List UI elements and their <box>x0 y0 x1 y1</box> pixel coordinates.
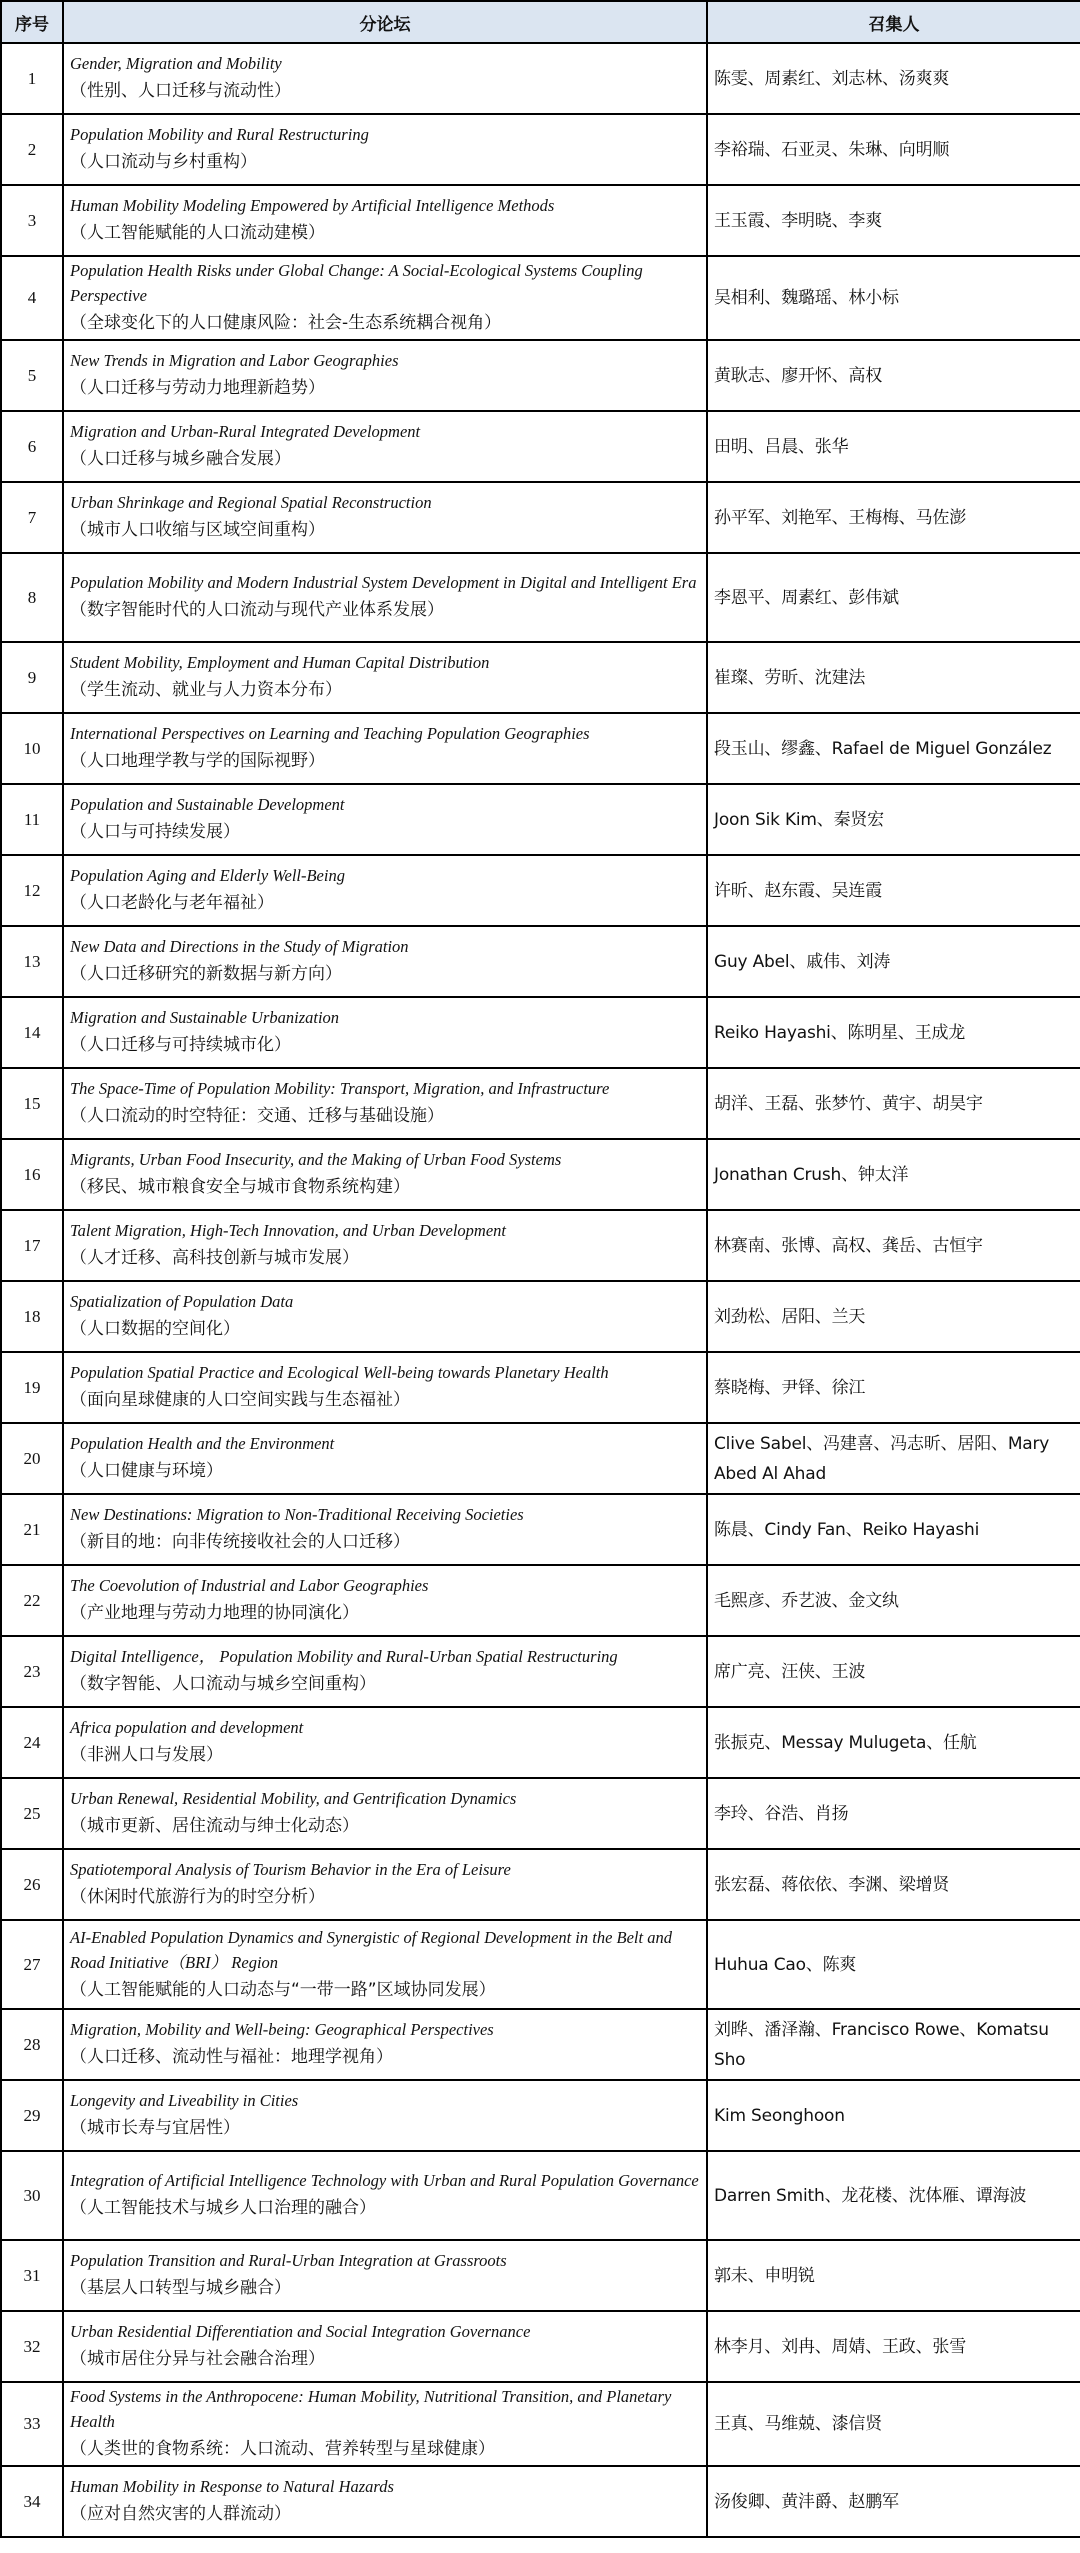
forum-title-zh: （数字智能、人口流动与城乡空间重构） <box>70 1674 376 1694</box>
conveners-cell: 李恩平、周素红、彭伟斌 <box>707 553 1080 642</box>
forum-title-zh: （人工智能赋能的人口动态与“一带一路”区域协同发展） <box>70 1979 496 2000</box>
forum-title-zh: （人口与可持续发展） <box>70 822 240 842</box>
forum-cell <box>63 185 707 256</box>
row-number: 3 <box>1 185 63 256</box>
conveners-cell: 席广亮、汪侠、王波 <box>707 1636 1080 1707</box>
table-row <box>1 2311 1080 2382</box>
conveners-cell: 田明、吕晨、张华 <box>707 411 1080 482</box>
forum-cell <box>63 1352 707 1423</box>
forum-title-zh: （非洲人口与发展） <box>70 1745 223 1765</box>
forum-title-en: Human Mobility in Response to Natural Hazards <box>70 2477 394 2496</box>
forum-cell <box>63 2240 707 2311</box>
forum-title-en: AI-Enabled Population Dynamics and Synergistic of Regional Development in the Belt and Road Initiative（BRI） Region <box>70 1927 672 1972</box>
table-row <box>1 1423 1080 1494</box>
forum-cell <box>63 1281 707 1352</box>
row-number: 33 <box>1 2382 63 2466</box>
forum-cell <box>63 114 707 185</box>
forum-cell <box>63 926 707 997</box>
forum-title-en: Urban Shrinkage and Regional Spatial Reconstruction <box>70 493 432 512</box>
table-row <box>1 2009 1080 2080</box>
conveners-cell: 崔璨、劳昕、沈建法 <box>707 642 1080 713</box>
forum-title-en: Population Transition and Rural-Urban Integration at Grassroots <box>70 2251 507 2270</box>
forum-title-zh: （人口地理学教与学的国际视野） <box>70 751 325 771</box>
forum-title-en: New Trends in Migration and Labor Geographies <box>70 351 399 370</box>
row-number: 18 <box>1 1281 63 1352</box>
forum-title-en: Migration, Mobility and Well-being: Geographical Perspectives <box>70 2020 494 2039</box>
forum-cell <box>63 2466 707 2537</box>
row-number: 22 <box>1 1565 63 1636</box>
forum-cell <box>63 2151 707 2240</box>
row-number: 2 <box>1 114 63 185</box>
table-row <box>1 642 1080 713</box>
forum-title-zh: （性别、人口迁移与流动性） <box>70 81 291 101</box>
row-number: 4 <box>1 256 63 340</box>
table-row <box>1 1352 1080 1423</box>
row-number: 14 <box>1 997 63 1068</box>
forum-title-zh: （数字智能时代的人口流动与现代产业体系发展） <box>70 600 444 620</box>
table-row <box>1 1068 1080 1139</box>
row-number: 20 <box>1 1423 63 1494</box>
conveners-cell: 郭未、申明锐 <box>707 2240 1080 2311</box>
forum-title-en: Student Mobility, Employment and Human Capital Distribution <box>70 653 490 672</box>
forum-title-en: Population Health and the Environment <box>70 1434 335 1453</box>
forum-cell <box>63 1778 707 1849</box>
table-row <box>1 1920 1080 2009</box>
row-number: 28 <box>1 2009 63 2080</box>
conveners-cell: Guy Abel、戚伟、刘涛 <box>707 926 1080 997</box>
row-number: 25 <box>1 1778 63 1849</box>
forum-title-zh: （城市人口收缩与区域空间重构） <box>70 520 325 540</box>
forum-title-zh: （休闲时代旅游行为的时空分析） <box>70 1887 325 1907</box>
row-number: 30 <box>1 2151 63 2240</box>
table-row <box>1 926 1080 997</box>
header-conveners: 召集人 <box>707 1 1080 43</box>
forum-title-en: Population Mobility and Rural Restructuring <box>70 125 369 144</box>
forum-title-en: Digital Intelligence， Population Mobility and Rural-Urban Spatial Restructuring <box>70 1647 618 1666</box>
conveners-cell: 孙平军、刘艳军、王梅梅、马佐澎 <box>707 482 1080 553</box>
forum-title-en: Talent Migration, High-Tech Innovation, and Urban Development <box>70 1221 506 1240</box>
table-row <box>1 43 1080 114</box>
table-row <box>1 1849 1080 1920</box>
forum-title-zh: （全球变化下的人口健康风险：社会-生态系统耦合视角） <box>70 313 502 333</box>
header-forum: 分论坛 <box>63 1 707 43</box>
table-row <box>1 1565 1080 1636</box>
conveners-cell: 蔡晓梅、尹铎、徐江 <box>707 1352 1080 1423</box>
conveners-cell: 王玉霞、李明晓、李爽 <box>707 185 1080 256</box>
table-row <box>1 1636 1080 1707</box>
forum-title-en: Gender, Migration and Mobility <box>70 54 282 73</box>
forum-title-zh: （人口迁移研究的新数据与新方向） <box>70 964 342 984</box>
forum-cell <box>63 553 707 642</box>
conveners-cell: 刘晔、潘泽瀚、Francisco Rowe、Komatsu Sho <box>707 2009 1080 2080</box>
forum-title-en: Population Spatial Practice and Ecological Well-being towards Planetary Health <box>70 1363 609 1382</box>
header-row <box>1 1 1080 43</box>
row-number: 32 <box>1 2311 63 2382</box>
row-number: 16 <box>1 1139 63 1210</box>
forum-title-zh: （学生流动、就业与人力资本分布） <box>70 680 342 700</box>
row-number: 10 <box>1 713 63 784</box>
forum-title-en: Longevity and Liveability in Cities <box>70 2091 299 2110</box>
forum-title-zh: （新目的地：向非传统接收社会的人口迁移） <box>70 1532 410 1552</box>
conveners-cell: 汤俊卿、黄沣爵、赵鹏军 <box>707 2466 1080 2537</box>
forum-cell <box>63 2382 707 2466</box>
forum-title-zh: （城市居住分异与社会融合治理） <box>70 2349 325 2369</box>
row-number: 24 <box>1 1707 63 1778</box>
forum-title-zh: （人口迁移与劳动力地理新趋势） <box>70 378 325 398</box>
row-number: 29 <box>1 2080 63 2151</box>
table-row <box>1 553 1080 642</box>
forum-title-zh: （移民、城市粮食安全与城市食物系统构建） <box>70 1177 410 1197</box>
table-row <box>1 2466 1080 2537</box>
row-number: 27 <box>1 1920 63 2009</box>
forum-cell <box>63 256 707 340</box>
forum-title-zh: （应对自然灾害的人群流动） <box>70 2504 291 2524</box>
forum-title-zh: （人口健康与环境） <box>70 1461 223 1481</box>
table-row <box>1 1778 1080 1849</box>
forum-title-zh: （产业地理与劳动力地理的协同演化） <box>70 1603 359 1623</box>
forum-cell <box>63 411 707 482</box>
forum-title-en: Urban Renewal, Residential Mobility, and Gentrification Dynamics <box>70 1789 517 1808</box>
forum-title-en: Food Systems in the Anthropocene: Human Mobility, Nutritional Transition, and Planetary Health <box>70 2387 672 2431</box>
row-number: 8 <box>1 553 63 642</box>
row-number: 31 <box>1 2240 63 2311</box>
table-row <box>1 784 1080 855</box>
forum-cell <box>63 482 707 553</box>
forum-title-en: Population and Sustainable Development <box>70 795 345 814</box>
row-number: 21 <box>1 1494 63 1565</box>
forum-cell <box>63 642 707 713</box>
table-row <box>1 1281 1080 1352</box>
forum-title-en: International Perspectives on Learning and Teaching Population Geographies <box>70 724 590 743</box>
row-number: 23 <box>1 1636 63 1707</box>
table-row <box>1 2240 1080 2311</box>
forum-title-zh: （人口流动与乡村重构） <box>70 152 257 172</box>
forum-cell <box>63 1494 707 1565</box>
row-number: 5 <box>1 340 63 411</box>
table-row <box>1 713 1080 784</box>
table-row <box>1 340 1080 411</box>
row-number: 15 <box>1 1068 63 1139</box>
forum-title-en: The Coevolution of Industrial and Labor Geographies <box>70 1576 429 1595</box>
conveners-cell: 段玉山、缪鑫、Rafael de Miguel González <box>707 713 1080 784</box>
forum-cell <box>63 340 707 411</box>
table-body <box>1 43 1080 2537</box>
forum-title-en: Spatiotemporal Analysis of Tourism Behavior in the Era of Leisure <box>70 1860 511 1879</box>
forum-title-zh: （人口迁移、流动性与福祉：地理学视角） <box>70 2047 393 2067</box>
table-row <box>1 114 1080 185</box>
forum-title-en: Human Mobility Modeling Empowered by Artificial Intelligence Methods <box>70 196 555 215</box>
row-number: 11 <box>1 784 63 855</box>
conveners-cell: 林赛南、张博、高权、龚岳、古恒宇 <box>707 1210 1080 1281</box>
forum-title-en: Migrants, Urban Food Insecurity, and the Making of Urban Food Systems <box>70 1150 562 1169</box>
forum-cell <box>63 1139 707 1210</box>
row-number: 12 <box>1 855 63 926</box>
conveners-cell: 吴相利、魏璐瑶、林小标 <box>707 256 1080 340</box>
conveners-cell: 胡洋、王磊、张梦竹、黄宇、胡昊宇 <box>707 1068 1080 1139</box>
forum-title-zh: （人口老龄化与老年福祉） <box>70 893 274 913</box>
forum-cell <box>63 784 707 855</box>
forum-title-zh: （人才迁移、高科技创新与城市发展） <box>70 1248 359 1268</box>
table-row <box>1 1707 1080 1778</box>
forum-title-zh: （人口迁移与城乡融合发展） <box>70 449 291 469</box>
conveners-cell: Darren Smith、龙花楼、沈体雁、谭海波 <box>707 2151 1080 2240</box>
forum-title-zh: （基层人口转型与城乡融合） <box>70 2278 291 2298</box>
conveners-cell: 毛熙彦、乔艺波、金文纨 <box>707 1565 1080 1636</box>
row-number: 34 <box>1 2466 63 2537</box>
table-row <box>1 1494 1080 1565</box>
table-row <box>1 411 1080 482</box>
conveners-cell: 张振克、Messay Mulugeta、任航 <box>707 1707 1080 1778</box>
conveners-cell: 刘劲松、居阳、兰天 <box>707 1281 1080 1352</box>
forum-title-en: Migration and Sustainable Urbanization <box>70 1008 340 1027</box>
forum-title-en: The Space-Time of Population Mobility: Transport, Migration, and Infrastructure <box>70 1079 610 1098</box>
forum-title-zh: （人工智能赋能的人口流动建模） <box>70 223 325 243</box>
forum-title-en: New Data and Directions in the Study of Migration <box>70 937 409 956</box>
conveners-cell: 林李月、刘冉、周婧、王政、张雪 <box>707 2311 1080 2382</box>
table-row <box>1 1210 1080 1281</box>
table-row <box>1 185 1080 256</box>
forum-title-en: Migration and Urban-Rural Integrated Development <box>70 422 421 441</box>
row-number: 6 <box>1 411 63 482</box>
table-row <box>1 2080 1080 2151</box>
forum-title-en: Africa population and development <box>70 1718 304 1737</box>
forum-title-en: Population Health Risks under Global Change: A Social-Ecological Systems Coupling Perspective <box>70 261 643 305</box>
forum-cell <box>63 1210 707 1281</box>
conveners-cell: Huhua Cao、陈爽 <box>707 1920 1080 2009</box>
forum-title-en: New Destinations: Migration to Non-Traditional Receiving Societies <box>70 1505 524 1524</box>
forum-cell <box>63 1707 707 1778</box>
forum-cell <box>63 713 707 784</box>
row-number: 1 <box>1 43 63 114</box>
conveners-cell: Joon Sik Kim、秦贤宏 <box>707 784 1080 855</box>
table-row <box>1 997 1080 1068</box>
row-number: 26 <box>1 1849 63 1920</box>
conveners-cell: 陈雯、周素红、刘志林、汤爽爽 <box>707 43 1080 114</box>
conveners-cell: Jonathan Crush、钟太洋 <box>707 1139 1080 1210</box>
forum-title-zh: （人口流动的时空特征：交通、迁移与基础设施） <box>70 1106 444 1126</box>
forum-cell <box>63 1849 707 1920</box>
forum-title-zh: （人口迁移与可持续城市化） <box>70 1035 291 1055</box>
forum-cell <box>63 855 707 926</box>
forum-cell <box>63 2009 707 2080</box>
conveners-cell: 许昕、赵东霞、吴连霞 <box>707 855 1080 926</box>
forum-title-zh: （人工智能技术与城乡人口治理的融合） <box>70 2198 376 2218</box>
forum-cell <box>63 1068 707 1139</box>
conveners-cell: 黄耿志、廖开怀、高权 <box>707 340 1080 411</box>
forum-cell <box>63 43 707 114</box>
conveners-cell: 陈晨、Cindy Fan、Reiko Hayashi <box>707 1494 1080 1565</box>
forum-cell <box>63 997 707 1068</box>
conveners-cell: Kim Seonghoon <box>707 2080 1080 2151</box>
forum-title-zh: （城市长寿与宜居性） <box>70 2118 240 2138</box>
forum-title-zh: （人类世的食物系统：人口流动、营养转型与星球健康） <box>70 2439 495 2459</box>
forum-title-en: Spatialization of Population Data <box>70 1292 294 1311</box>
conveners-cell: Clive Sabel、冯建喜、冯志昕、居阳、Mary Abed Al Ahad <box>707 1423 1080 1494</box>
forum-cell <box>63 2311 707 2382</box>
forum-cell <box>63 1565 707 1636</box>
forum-cell <box>63 1920 707 2009</box>
table-row <box>1 256 1080 340</box>
row-number: 13 <box>1 926 63 997</box>
conveners-cell: 李裕瑞、石亚灵、朱琳、向明顺 <box>707 114 1080 185</box>
table-row <box>1 1139 1080 1210</box>
table-row <box>1 2151 1080 2240</box>
table-row <box>1 855 1080 926</box>
conveners-cell: 王真、马维兢、漆信贤 <box>707 2382 1080 2466</box>
forum-cell <box>63 1423 707 1494</box>
row-number: 19 <box>1 1352 63 1423</box>
forum-cell <box>63 1636 707 1707</box>
row-number: 17 <box>1 1210 63 1281</box>
conveners-cell: 张宏磊、蒋依依、李渊、梁增贤 <box>707 1849 1080 1920</box>
header-number: 序号 <box>1 1 63 43</box>
forum-title-zh: （城市更新、居住流动与绅士化动态） <box>70 1816 359 1836</box>
row-number: 7 <box>1 482 63 553</box>
forum-title-zh: （面向星球健康的人口空间实践与生态福祉） <box>70 1390 410 1410</box>
forum-title-zh: （人口数据的空间化） <box>70 1319 240 1339</box>
forum-title-en: Urban Residential Differentiation and Social Integration Governance <box>70 2322 531 2341</box>
row-number: 9 <box>1 642 63 713</box>
conveners-cell: Reiko Hayashi、陈明星、王成龙 <box>707 997 1080 1068</box>
table-row <box>1 2382 1080 2466</box>
forum-title-en: Population Mobility and Modern Industrial System Development in Digital and Intelligent Era <box>70 573 697 592</box>
forum-title-en: Integration of Artificial Intelligence Technology with Urban and Rural Population Governance <box>70 2171 699 2190</box>
forum-cell <box>63 2080 707 2151</box>
table-row <box>1 482 1080 553</box>
conveners-cell: 李玲、谷浩、肖扬 <box>707 1778 1080 1849</box>
forum-title-en: Population Aging and Elderly Well-Being <box>70 866 345 885</box>
